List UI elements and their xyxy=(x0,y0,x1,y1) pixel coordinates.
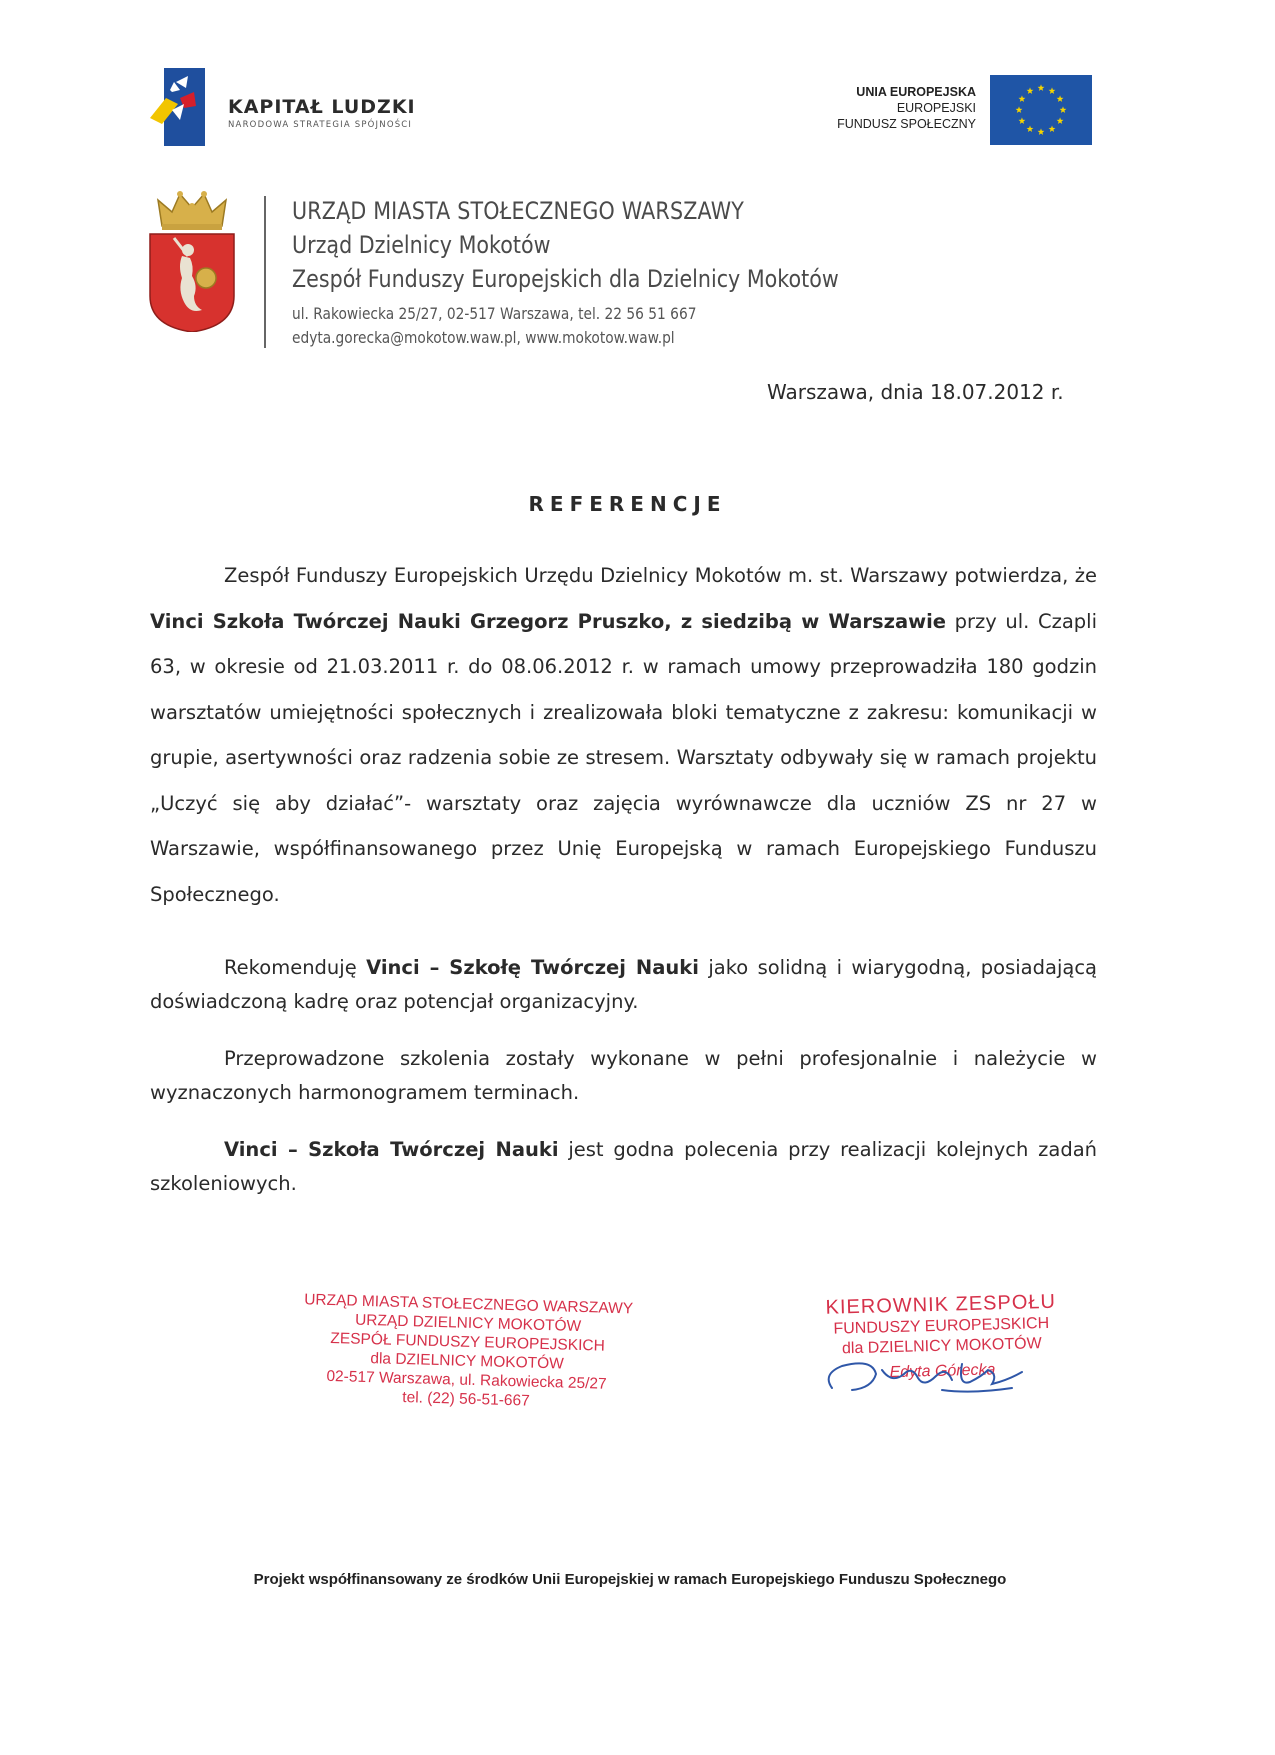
manager-stamp-line2: FUNDUSZY EUROPEJSKICH xyxy=(833,1314,1050,1338)
letter-date: Warszawa, dnia 18.07.2012 r. xyxy=(767,380,1064,404)
office-line1: URZĄD MIASTA STOŁECZNEGO WARSZAWY xyxy=(292,197,745,225)
paragraph-1: Zespół Funduszy Europejskich Urzędu Dzielnicy Mokotów m. st. Warszawy potwierdza, że Vinci Szkoła Twórczej Nauki Grzegorz Pruszko, z siedzibą w Warszawie przy ul. Czapli 63, w okresie od 21.03.2011 r. do 08.06.2012 r. w ramach umowy przeprowadziła 180 godzin warsztatów umiejętności społecznych i zrealizowała bloki tematyczne z zakresu: komunikacji w grupie, asertywności oraz radzenia sobie ze stresem. Warsztaty odbywały się w ramach projektu „Uczyć się aby działać”- warsztaty oraz zajęcia wyrównawcze dla uczniów ZS nr 27 w Warszawie, współfinansowanego przez Unię Europejską w ramach Europejskiego Funduszu Społecznego. xyxy=(150,564,1097,906)
kapital-ludzki-subtitle: NARODOWA STRATEGIA SPÓJNOŚCI xyxy=(228,120,413,130)
eu-line3: FUNDUSZ SPOŁECZNY xyxy=(837,117,976,131)
recommended-name-bold: Vinci – Szkołę Twórczej Nauki xyxy=(366,956,699,979)
manager-stamp-name: Edyta Górecka xyxy=(889,1361,996,1382)
paragraph-2: Rekomenduję Vinci – Szkołę Twórczej Nauki jako solidną i wiarygodną, posiadającą doświadczoną kadrę oraz potencjał organizacyjny. xyxy=(150,956,1097,1013)
eu-flag-icon xyxy=(990,75,1092,145)
kapital-ludzki-logo-icon xyxy=(150,68,205,146)
manager-stamp-title: KIEROWNIK ZESPOŁU xyxy=(825,1290,1057,1319)
office-header xyxy=(292,194,928,350)
office-contact: edyta.gorecka@mokotow.waw.pl, www.mokotow.waw.pl xyxy=(292,328,675,347)
stamp-line: ZESPÓŁ FUNDUSZY EUROPEJSKICH xyxy=(330,1329,606,1355)
handwritten-signature-icon xyxy=(812,1344,1062,1404)
eu-line2: EUROPEJSKI xyxy=(896,101,976,115)
paragraph-3: Przeprowadzone szkolenia zostały wykonane w pełni profesjonalnie i należycie w wyznaczonych harmonogramem terminach. xyxy=(150,1047,1097,1104)
office-line2: Urząd Dzielnicy Mokotów xyxy=(292,231,551,259)
header-divider xyxy=(264,196,266,348)
eu-line1: UNIA EUROPEJSKA xyxy=(856,85,976,99)
footer-cofinancing-note: Projekt współfinansowany ze środków Unii Europejskiej w ramach Europejskiego Funduszu Społecznego xyxy=(253,1571,1007,1588)
letter-body xyxy=(150,553,1097,1201)
stamp-line: tel. (22) 56-51-667 xyxy=(402,1389,530,1410)
closing-name-bold: Vinci – Szkoła Twórczej Nauki xyxy=(224,1138,559,1161)
kapital-ludzki-title: KAPITAŁ LUDZKI xyxy=(228,96,416,118)
stamp-line: dla DZIELNICY MOKOTÓW xyxy=(370,1350,565,1373)
stamp-line: URZĄD DZIELNICY MOKOTÓW xyxy=(354,1311,582,1335)
document-title: REFERENCJE xyxy=(528,492,727,516)
office-address: ul. Rakowiecka 25/27, 02-517 Warszawa, tel. 22 56 51 667 xyxy=(292,304,697,323)
company-name-bold: Vinci Szkoła Twórczej Nauki Grzegorz Pruszko, z siedzibą w Warszawie xyxy=(150,609,947,633)
eu-label xyxy=(837,84,976,132)
paragraph-4: Vinci – Szkoła Twórczej Nauki jest godna polecenia przy realizacji kolejnych zadań szkoleniowych. xyxy=(150,1138,1098,1195)
office-line3: Zespół Funduszy Europejskich dla Dzielnicy Mokotów xyxy=(292,265,839,293)
office-stamp xyxy=(293,1290,642,1414)
stamp-line: 02-517 Warszawa, ul. Rakowiecka 25/27 xyxy=(326,1367,607,1393)
stamp-line: URZĄD MIASTA STOŁECZNEGO WARSZAWY xyxy=(303,1291,634,1318)
manager-stamp-line3: dla DZIELNICY MOKOTÓW xyxy=(841,1335,1042,1358)
warsaw-coat-of-arms-icon xyxy=(148,186,236,332)
